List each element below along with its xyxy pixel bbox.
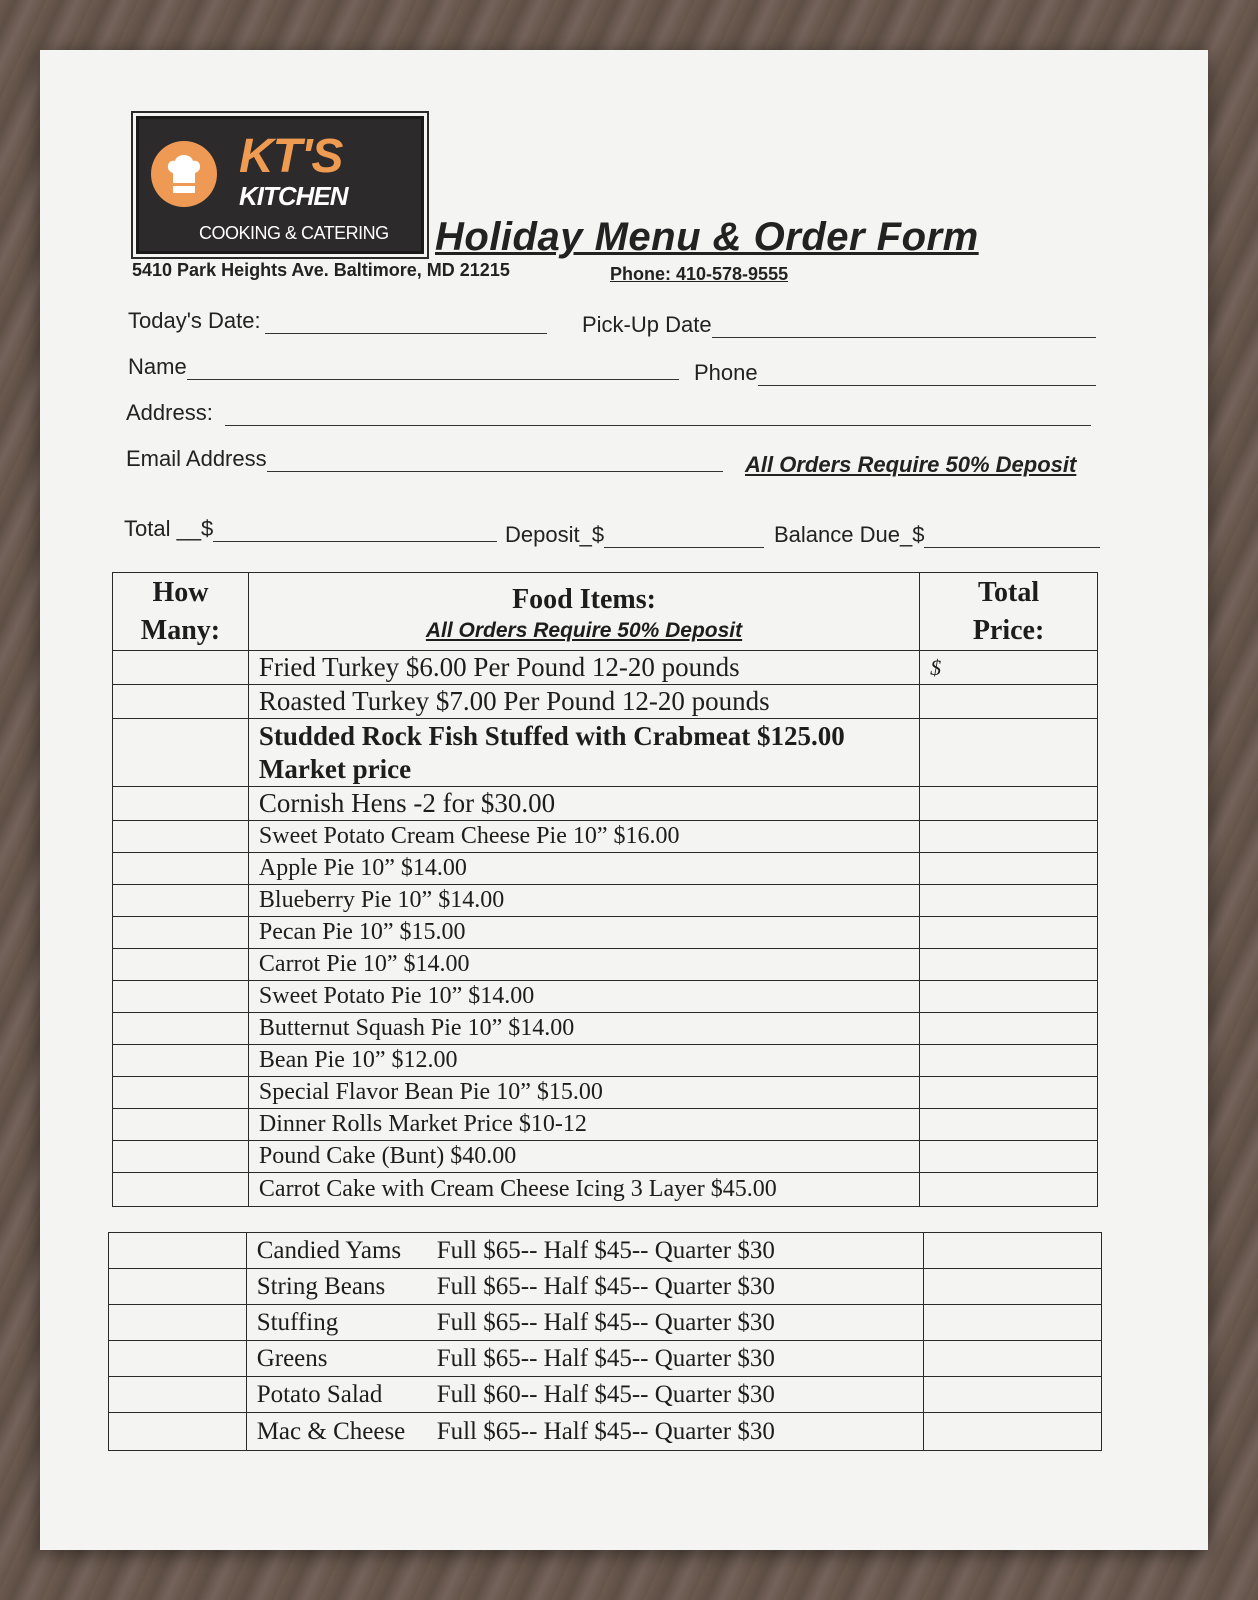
side-name: Greens <box>256 1344 328 1372</box>
pickup-date-line[interactable] <box>712 317 1096 338</box>
side-item <box>246 1233 924 1269</box>
table-row <box>113 981 1098 1013</box>
food-item: Carrot Pie 10” $14.00 <box>248 949 919 981</box>
page-title: Holiday Menu & Order Form <box>435 215 979 259</box>
price-cell[interactable] <box>920 719 1098 787</box>
price-cell[interactable] <box>920 853 1098 885</box>
table-row <box>113 917 1098 949</box>
name-line[interactable] <box>187 359 679 380</box>
table-row <box>113 685 1098 719</box>
table-row <box>113 651 1098 685</box>
total-line[interactable] <box>213 521 497 542</box>
food-item: Butternut Squash Pie 10” $14.00 <box>248 1013 919 1045</box>
quantity-cell[interactable] <box>113 719 249 787</box>
quantity-cell[interactable] <box>113 685 249 719</box>
quantity-cell[interactable] <box>113 1013 249 1045</box>
todays-date-line[interactable] <box>265 313 547 334</box>
quantity-cell[interactable] <box>113 949 249 981</box>
side-name: Candied Yams <box>256 1236 402 1264</box>
chef-hat-icon <box>151 141 217 207</box>
logo-tagline: COOKING & CATERING <box>199 223 389 243</box>
table-row <box>113 1077 1098 1109</box>
side-row <box>109 1233 1102 1269</box>
table-row <box>113 1173 1098 1207</box>
side-prices: Full $60-- Half $45-- Quarter $30 <box>436 1380 775 1408</box>
food-item: Apple Pie 10” $14.00 <box>248 853 919 885</box>
price-cell[interactable] <box>920 685 1098 719</box>
balance-due-line[interactable] <box>924 527 1100 548</box>
price-cell[interactable] <box>920 1173 1098 1207</box>
quantity-cell[interactable] <box>113 821 249 853</box>
side-item <box>246 1269 924 1305</box>
balance-due-field[interactable] <box>774 522 1100 548</box>
food-item: Bean Pie 10” $12.00 <box>248 1045 919 1077</box>
quantity-cell[interactable] <box>109 1413 247 1451</box>
food-items-table <box>112 572 1098 1207</box>
phone-field[interactable] <box>694 360 1096 386</box>
price-cell[interactable] <box>920 949 1098 981</box>
balance-due-label: Balance Due_$ <box>774 522 925 547</box>
price-cell[interactable] <box>920 821 1098 853</box>
business-phone: Phone: 410-578-9555 <box>610 264 789 284</box>
price-cell[interactable] <box>920 1013 1098 1045</box>
price-cell[interactable] <box>920 885 1098 917</box>
quantity-cell[interactable] <box>113 1141 249 1173</box>
price-cell[interactable] <box>920 1045 1098 1077</box>
pickup-date-label: Pick-Up Date <box>582 312 712 337</box>
address-label: Address: <box>126 400 213 425</box>
total-price-header: Total Price: <box>920 573 1098 651</box>
quantity-cell[interactable] <box>109 1377 247 1413</box>
price-cell[interactable] <box>924 1341 1102 1377</box>
food-items-header: Food Items: All Orders Require 50% Deposit <box>248 573 919 651</box>
quantity-cell[interactable] <box>113 787 249 821</box>
price-cell[interactable] <box>920 651 1098 685</box>
email-label: Email Address <box>126 446 267 471</box>
food-item: Carrot Cake with Cream Cheese Icing 3 Layer $45.00 <box>248 1173 919 1207</box>
business-address: 5410 Park Heights Ave. Baltimore, MD 21215 <box>132 260 510 280</box>
food-item: Sweet Potato Pie 10” $14.00 <box>248 981 919 1013</box>
side-prices: Full $65-- Half $45-- Quarter $30 <box>436 1344 775 1372</box>
total-label: Total __$ <box>124 516 214 541</box>
quantity-cell[interactable] <box>109 1305 247 1341</box>
deposit-line[interactable] <box>604 527 764 548</box>
side-row <box>109 1341 1102 1377</box>
side-name: String Beans <box>256 1272 386 1300</box>
dollar-sign: $ <box>930 654 942 680</box>
price-cell[interactable] <box>924 1377 1102 1413</box>
price-cell[interactable] <box>920 981 1098 1013</box>
table-row <box>113 885 1098 917</box>
email-field[interactable] <box>126 446 723 472</box>
todays-date-label: Today's Date: <box>128 308 261 333</box>
food-item: Cornish Hens -2 for $30.00 <box>248 787 919 821</box>
deposit-note: All Orders Require 50% Deposit <box>745 452 1077 477</box>
food-item: Roasted Turkey $7.00 Per Pound 12-20 pounds <box>248 685 919 719</box>
side-prices: Full $65-- Half $45-- Quarter $30 <box>436 1308 775 1336</box>
quantity-cell[interactable] <box>113 1077 249 1109</box>
table-row <box>113 1109 1098 1141</box>
side-prices: Full $65-- Half $45-- Quarter $30 <box>436 1272 775 1300</box>
table-row <box>113 821 1098 853</box>
table-row <box>113 853 1098 885</box>
deposit-field[interactable] <box>505 522 764 548</box>
side-row <box>109 1413 1102 1451</box>
food-item: Dinner Rolls Market Price $10-12 <box>248 1109 919 1141</box>
table-row <box>113 1013 1098 1045</box>
table-row <box>113 719 1098 787</box>
side-item <box>246 1413 924 1451</box>
side-row <box>109 1305 1102 1341</box>
food-item: Studded Rock Fish Stuffed with Crabmeat $125.00 Market price <box>248 719 919 787</box>
table-row <box>113 949 1098 981</box>
food-item: Blueberry Pie 10” $14.00 <box>248 885 919 917</box>
table-row <box>113 1141 1098 1173</box>
price-cell[interactable] <box>924 1413 1102 1451</box>
how-many-header: How Many: <box>113 573 249 651</box>
table-row <box>113 1045 1098 1077</box>
quantity-cell[interactable] <box>113 1045 249 1077</box>
address-line[interactable] <box>225 405 1091 426</box>
side-item <box>246 1305 924 1341</box>
side-row <box>109 1269 1102 1305</box>
side-row <box>109 1377 1102 1413</box>
side-prices: Full $65-- Half $45-- Quarter $30 <box>436 1417 775 1445</box>
quantity-cell[interactable] <box>113 1173 249 1207</box>
phone-label: Phone <box>694 360 758 385</box>
side-name: Mac & Cheese <box>256 1417 406 1445</box>
price-cell[interactable] <box>924 1269 1102 1305</box>
quantity-cell[interactable] <box>113 651 249 685</box>
name-field[interactable] <box>128 354 679 380</box>
price-cell[interactable] <box>924 1233 1102 1269</box>
food-item: Pound Cake (Bunt) $40.00 <box>248 1141 919 1173</box>
quantity-cell[interactable] <box>113 1109 249 1141</box>
food-item: Sweet Potato Cream Cheese Pie 10” $16.00 <box>248 821 919 853</box>
total-field[interactable] <box>124 516 497 542</box>
address-field[interactable] <box>126 400 1091 426</box>
price-cell[interactable] <box>920 1077 1098 1109</box>
deposit-label: Deposit_$ <box>505 522 605 547</box>
email-line[interactable] <box>267 451 723 472</box>
price-cell[interactable] <box>920 1141 1098 1173</box>
name-label: Name <box>128 354 187 379</box>
quantity-cell[interactable] <box>109 1269 247 1305</box>
quantity-cell[interactable] <box>113 981 249 1013</box>
price-cell[interactable] <box>920 917 1098 949</box>
price-cell[interactable] <box>920 787 1098 821</box>
side-item <box>246 1341 924 1377</box>
phone-line[interactable] <box>758 365 1096 386</box>
side-prices: Full $65-- Half $45-- Quarter $30 <box>436 1236 775 1264</box>
quantity-cell[interactable] <box>113 917 249 949</box>
side-name: Stuffing <box>256 1308 339 1336</box>
price-cell[interactable] <box>924 1305 1102 1341</box>
quantity-cell[interactable] <box>109 1341 247 1377</box>
kts-kitchen-logo <box>136 116 424 254</box>
todays-date-field[interactable] <box>128 308 547 334</box>
side-name: Potato Salad <box>256 1380 383 1408</box>
sides-table <box>108 1232 1102 1451</box>
pickup-date-field[interactable] <box>582 312 1096 338</box>
quantity-cell[interactable] <box>113 885 249 917</box>
food-item: Special Flavor Bean Pie 10” $15.00 <box>248 1077 919 1109</box>
side-item <box>246 1377 924 1413</box>
price-cell[interactable] <box>920 1109 1098 1141</box>
food-items-deposit-note: All Orders Require 50% Deposit <box>425 618 743 642</box>
quantity-cell[interactable] <box>109 1233 247 1269</box>
table-header-row <box>113 573 1098 651</box>
table-row <box>113 787 1098 821</box>
quantity-cell[interactable] <box>113 853 249 885</box>
food-item: Fried Turkey $6.00 Per Pound 12-20 pounds <box>248 651 919 685</box>
food-item: Pecan Pie 10” $15.00 <box>248 917 919 949</box>
order-form-paper <box>40 50 1208 1550</box>
logo-kitchen-text: KITCHEN <box>239 181 348 211</box>
logo-kts-text: KT'S <box>239 130 343 183</box>
